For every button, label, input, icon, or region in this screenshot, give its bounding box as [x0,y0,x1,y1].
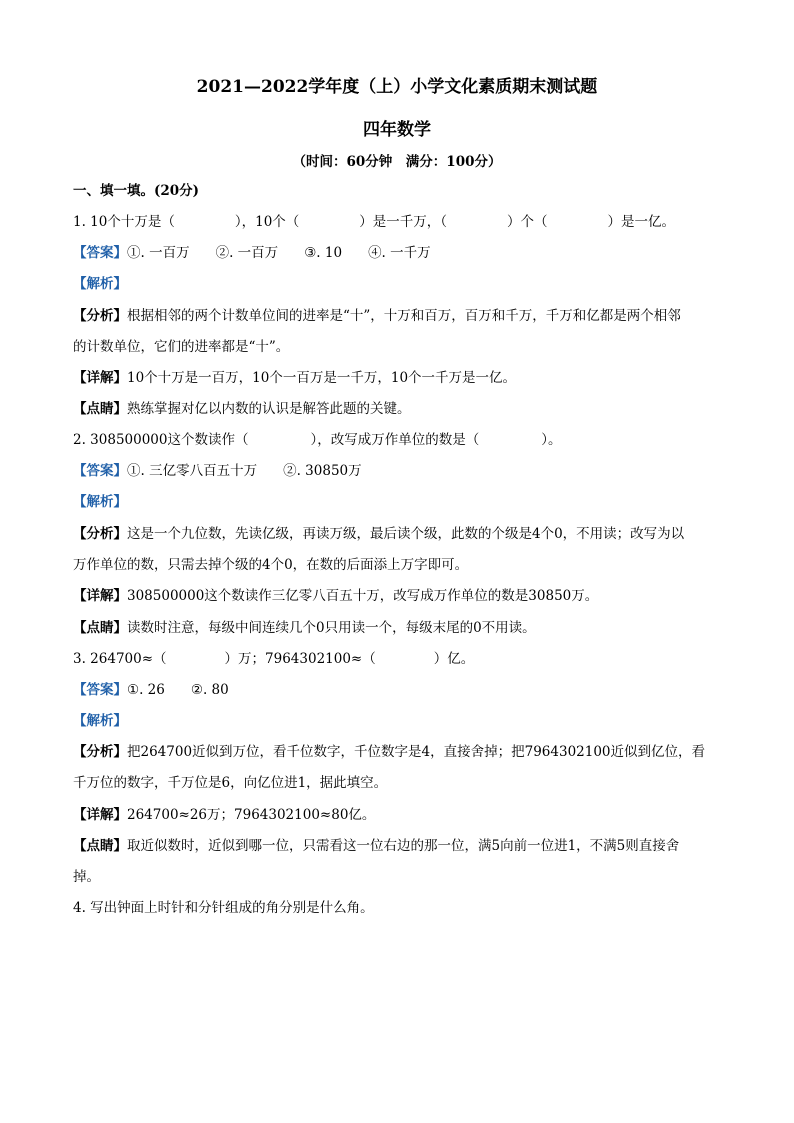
q1-part-5: ）是一亿。 [607,214,676,230]
comment-tag: 【点睛】 [73,620,127,636]
q2-part-2: ），改写成万作单位的数是（ [310,432,480,448]
q1-part-3: ）是一千万，（ [359,214,448,230]
q2-part-3: ）。 [541,432,562,448]
q2-detail-text: 308500000这个数读作三亿零八百五十万，改写成万作单位的数是30850万。 [127,588,599,604]
exam-subject: 四年数学 [363,120,431,140]
q3-part-3: ）亿。 [433,651,475,667]
q1-answer-4: ④. 一千万 [368,245,431,261]
question-3 [73,649,723,669]
q1-detail [73,368,723,388]
q3-answer-1: ①. 26 [127,682,165,698]
q2-comment [73,618,723,638]
answer-tag: 【答案】 [73,463,127,479]
q3-analysis-text-1: 把264700近似到万位，看千位数字，千位数字是4，直接舍掉；把7964302100近似到亿位，看 [127,744,706,760]
q3-comment-1 [73,836,723,856]
q2-analysis-text-1: 这是一个九位数，先读亿级，再读万级，最后读个级，此数的个级是4个0，不用读；改写为以 [127,526,685,542]
q2-analysis-head: 【解析】 [73,494,127,510]
comment-tag: 【点睛】 [73,838,127,854]
q2-comment-text: 读数时注意，每级中间连续几个0只用读一个，每级末尾的0不用读。 [127,620,536,636]
question-1 [73,212,723,232]
q3-part-2: ）万；7964302100≈（ [224,651,376,667]
q2-answer [73,461,723,481]
q2-detail [73,586,723,606]
q3-detail [73,805,723,825]
q2-answer-2: ②. 30850万 [283,463,362,479]
q3-analysis-2: 千万位的数字，千万位是6，向亿位进1，据此填空。 [73,775,388,791]
q1-answer [73,243,723,263]
comment-tag: 【点睛】 [73,401,127,417]
q2-part-1: 2. 308500000这个数读作（ [73,432,249,448]
q1-analysis-2: 的计数单位，它们的进率都是“十”。 [73,339,290,355]
section-title: 一、填一填。(20分) [73,183,200,199]
q2-analysis-2: 万作单位的数，只需去掉个级的4个0，在数的后面添上万字即可。 [73,557,469,573]
q3-part-1: 3. 264700≈（ [73,651,167,667]
q3-analysis-1 [73,742,723,762]
q1-answer-1: ①. 一百万 [127,245,190,261]
q3-comment-2: 掉。 [73,869,100,885]
question-2 [73,430,723,450]
q3-answer-2: ②. 80 [190,682,229,698]
detail-tag: 【详解】 [73,588,127,604]
q1-answer-2: ②. 一百万 [215,245,279,261]
exam-info: （时间：60分钟 满分：100分） [292,154,502,170]
q1-detail-text: 10个十万是一百万，10个一百万是一千万，10个一千万是一亿。 [127,370,517,386]
q1-analysis-text-1: 根据相邻的两个计数单位间的进率是“十”，十万和百万，百万和千万，千万和亿都是两个相邻 [127,308,681,324]
question-4: 4. 写出钟面上时针和分针组成的角分别是什么角。 [73,900,374,916]
q3-detail-text: 264700≈26万；7964302100≈80亿。 [127,807,376,823]
q1-comment [73,399,723,419]
q1-answer-3: ③. 10 [304,245,343,261]
q1-analysis-head: 【解析】 [73,276,127,292]
analysis-tag: 【分析】 [73,526,127,542]
answer-tag: 【答案】 [73,245,127,261]
q1-analysis-1 [73,306,723,326]
q1-part-4: ）个（ [507,214,548,230]
exam-title: 2021—2022学年度（上）小学文化素质期末测试题 [196,77,598,97]
answer-tag: 【答案】 [73,682,127,698]
q3-analysis-head: 【解析】 [73,713,127,729]
q3-comment-text-1: 取近似数时，近似到哪一位，只需看这一位右边的那一位，满5向前一位进1，不满5则直接舍 [127,838,680,854]
detail-tag: 【详解】 [73,370,127,386]
analysis-tag: 【分析】 [73,308,127,324]
q2-answer-1: ①. 三亿零八百五十万 [127,463,258,479]
q1-part-2: ），10个（ [234,214,300,230]
q2-analysis-1 [73,524,723,544]
q1-comment-text: 熟练掌握对亿以内数的认识是解答此题的关键。 [127,401,411,417]
analysis-tag: 【分析】 [73,744,127,760]
detail-tag: 【详解】 [73,807,127,823]
q1-part-1: 1. 10个十万是（ [73,214,175,230]
q3-answer [73,680,723,700]
